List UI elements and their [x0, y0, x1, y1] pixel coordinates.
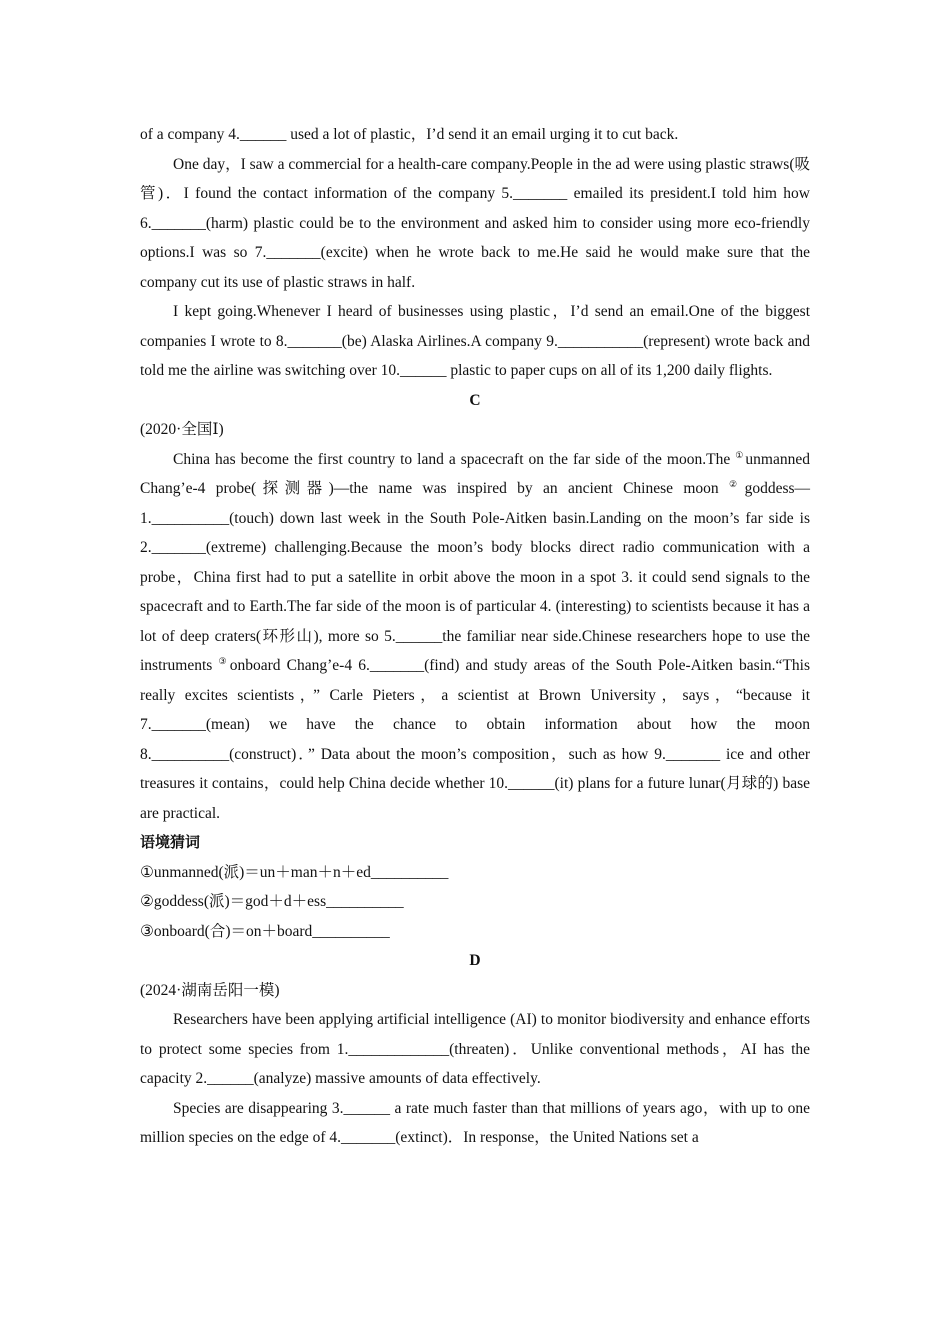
section-c-passage [140, 445, 810, 829]
vocab-item-2: ②goddess(派)＝god＋d＋ess__________ [140, 893, 404, 910]
section-d-letter: D [469, 952, 481, 969]
word-marker: ② [729, 479, 744, 489]
vocab-item-1: ①unmanned(派)＝un＋man＋n＋ed__________ [140, 863, 449, 881]
vocab-item-3: ③onboard(合)＝on＋board__________ [140, 922, 390, 940]
section-d-paragraph-2: Species are disappearing 3.______ a rate much faster than that millions of years ago，with up to one million species on the edge of 4._______(extinct)．In response，the United Nations set a [140, 1099, 810, 1146]
section-c-letter: C [469, 391, 481, 409]
passage-text-run: goddess—1.__________(touch) down last week in the South Pole-Aitken basin.Landing on the moon’s far side is 2._______(extreme) challenging.Because the moon’s body blocks direct radio communication with a probe，China first had to put a satellite in orbit above the moon in a spot 3. it could send signals to the spacecraft and to Earth.The far side of the moon is of particular 4. (interesting) to scientists because it has a lot of deep craters(环形山), more so 5.______the familiar near side.Chinese researchers hope to use the instruments [140, 480, 811, 674]
section-b-paragraph-1: of a company 4.______ used a lot of plastic，I’d send it an email urging it to cut back. [140, 126, 679, 143]
passage-text-run: China has become the first country to land a spacecraft on the far side of the moon.The [173, 450, 736, 468]
section-c-source: (2020·全国Ⅰ) [140, 421, 224, 438]
document-page [140, 120, 810, 1153]
passage-text-run: onboard Chang’e-4 6._______(find) and study areas of the South Pole-Aitken basin.“This really excites scientists，” Carle Pieters，a scientist at Brown University，says，“because it 7._______(mean) we have the chance to obtain information about how the moon 8.__________(construct)．” Data about the moon’s composition，such as how 9._______ ice and other treasures it contains，could help China decide whether 10.______(it) plans for a future lunar(月球的) base are practical. [140, 657, 810, 822]
section-d-paragraph-1: Researchers have been applying artificial intelligence (AI) to monitor biodiversity and enhance efforts to protect some species from 1._____________(threaten)．Unlike conventional methods，AI has the capacity 2.______(analyze) massive amounts of data effectively. [140, 1011, 810, 1087]
passage-text-run: unmanned Chang’e-4 probe(探测器)—the name was inspired by an ancient Chinese moon [140, 450, 810, 497]
vocab-heading: 语境猜词 [140, 833, 201, 851]
word-marker: ① [735, 449, 745, 460]
section-d-source: (2024·湖南岳阳一模) [140, 981, 280, 999]
section-b-paragraph-3: I kept going.Whenever I heard of businesses using plastic，I’d send an email.One of the biggest companies I wrote to 8._______(be) Alaska Airlines.A company 9.___________(represent) wrote back and told me the airline was switching over 10.______ plastic to paper cups on all of its 1,200 daily flights. [140, 303, 810, 379]
word-marker: ③ [218, 656, 229, 666]
section-b-paragraph-2: One day，I saw a commercial for a health-care company.People in the ad were using plastic straws(吸管)．I found the contact information of the company 5._______ emailed its president.I told him how 6._______(harm) plastic could be to the environment and asked him to consider using more eco-friendly options.I was so 7._______(excite) when he wrote back to me.He said he would make sure that the company cut its use of plastic straws in half. [140, 155, 810, 291]
